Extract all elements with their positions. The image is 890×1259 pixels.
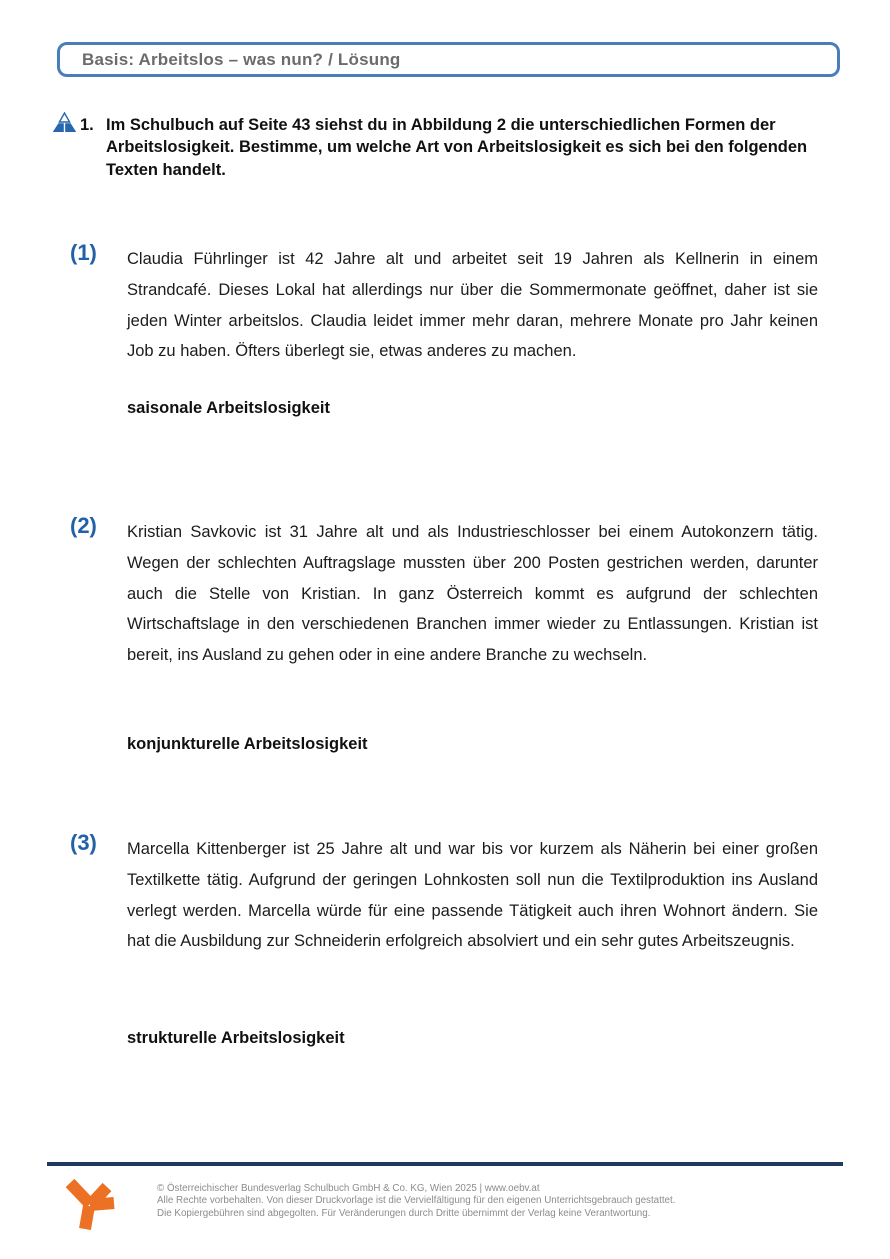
footer-divider <box>47 1162 843 1166</box>
footer-line-1: © Österreichischer Bundesverlag Schulbuch GmbH & Co. KG, Wien 2025 | www.oebv.at <box>157 1183 540 1194</box>
task-number: 1. <box>80 116 94 134</box>
footer-copyright <box>157 1183 817 1220</box>
footer-line-3: Die Kopiergebühren sind abgegolten. Für Veränderungen durch Dritte übernimmt der Verlag keine Verantwortung. <box>157 1207 651 1219</box>
title-box <box>57 42 840 77</box>
task-instruction: Im Schulbuch auf Seite 43 siehst du in Abbildung 2 die unterschiedlichen Formen der Arbeitslosigkeit. Bestimme, um welche Art von Arbeitslosigkeit es sich bei den folgenden Texten handelt. <box>106 116 808 179</box>
case-1-answer: saisonale Arbeitslosigkeit <box>127 399 330 417</box>
footer-line-2: Alle Rechte vorbehalten. Von dieser Druckvorlage ist die Vervielfältigung für den eigenen Unterrichtsgebrauch gestattet. <box>157 1195 676 1207</box>
oebv-logo-icon <box>63 1176 115 1230</box>
page-title: Basis: Arbeitslos – was nun? / Lösung <box>82 49 401 69</box>
case-1-text: Claudia Führlinger ist 42 Jahre alt und arbeitet seit 19 Jahren als Kellnerin in einem Strandcafé. Dieses Lokal hat allerdings nur über die Sommermonate geöffnet, daher ist sie jeden Winter arbeitslos. Claudia leidet immer mehr daran, mehrere Monate pro Jahr keinen Job zu haben. Öfters überlegt sie, etwas anderes zu machen. <box>127 250 818 361</box>
case-2-text: Kristian Savkovic ist 31 Jahre alt und als Industrieschlosser bei einem Autokonzern tätig. Wegen der schlechten Auftragslage mussten über 200 Posten gestrichen werden, darunter auch die Stelle von Kristian. In ganz Österreich kommt es aufgrund der schlechten Wirtschaftslage in den verschiedenen Branchen immer wieder zu Entlassungen. Kristian ist bereit, ins Ausland zu gehen oder in eine andere Branche zu wechseln. <box>127 523 818 665</box>
case-2-answer: konjunkturelle Arbeitslosigkeit <box>127 735 368 753</box>
case-2-marker: (2) <box>70 513 97 538</box>
case-1-marker: (1) <box>70 240 97 265</box>
case-3-text: Marcella Kittenberger ist 25 Jahre alt und war bis vor kurzem als Näherin bei einer großen Textilkette tätig. Aufgrund der geringen Lohnkosten soll nun die Textilproduktion ins Ausland verlegt werden. Marcella würde für eine passende Tätigkeit auch ihren Wohnort ändern. Sie hat die Ausbildung zur Schneiderin erfolgreich absolviert und ein sehr gutes Arbeitszeugnis. <box>127 840 818 951</box>
difficulty-pyramid-icon <box>52 112 77 133</box>
case-3-marker: (3) <box>70 830 97 855</box>
case-3-answer: strukturelle Arbeitslosigkeit <box>127 1029 345 1047</box>
